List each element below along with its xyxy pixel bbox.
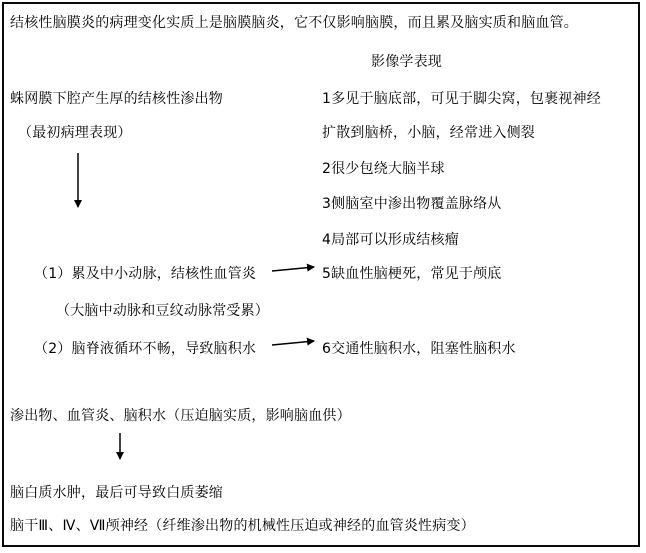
earliest-note: （最初病理表现） bbox=[18, 125, 132, 141]
summary-line-3: 脑干Ⅲ、Ⅳ、Ⅶ颅神经（纤维渗出物的机械性压迫或神经的血管炎性病变） bbox=[10, 518, 475, 534]
imaging-item-6: 6交通性脑积水，阻塞性脑积水 bbox=[322, 341, 516, 357]
vessel-note: （大脑中动脉和豆纹动脉常受累） bbox=[56, 303, 269, 319]
vessel-text: （1）累及中小动脉，结核性血管炎 bbox=[34, 266, 257, 282]
exudate-text: 蛛网膜下腔产生厚的结核性渗出物 bbox=[10, 91, 223, 107]
imaging-item-5: 5缺血性脑梗死，常见于颅底 bbox=[322, 266, 502, 282]
imaging-item-3: 3侧脑室中渗出物覆盖脉络从 bbox=[322, 196, 502, 212]
imaging-item-2: 2很少包绕大脑半球 bbox=[322, 161, 445, 177]
imaging-item-4: 4局部可以形成结核瘤 bbox=[322, 232, 459, 248]
imaging-item-1: 1多见于脑底部，可见于脚尖窝，包裹视神经 bbox=[322, 91, 601, 107]
imaging-header: 影像学表现 bbox=[371, 54, 442, 70]
right-arrow-vessel bbox=[272, 267, 314, 271]
csf-text: （2）脑脊液循环不畅，导致脑积水 bbox=[34, 341, 257, 357]
right-arrow-csf bbox=[272, 341, 314, 345]
imaging-item-1-cont: 扩散到脑桥，小脑，经常进入侧裂 bbox=[322, 125, 535, 141]
summary-line-1: 渗出物、血管炎、脑积水（压迫脑实质，影响脑血供） bbox=[10, 408, 351, 424]
summary-line-2: 脑白质水肿，最后可导致白质萎缩 bbox=[10, 485, 223, 501]
intro-text: 结核性脑膜炎的病理变化实质上是脑膜脑炎，它不仅影响脑膜，而且累及脑实质和脑血管。 bbox=[10, 15, 578, 31]
